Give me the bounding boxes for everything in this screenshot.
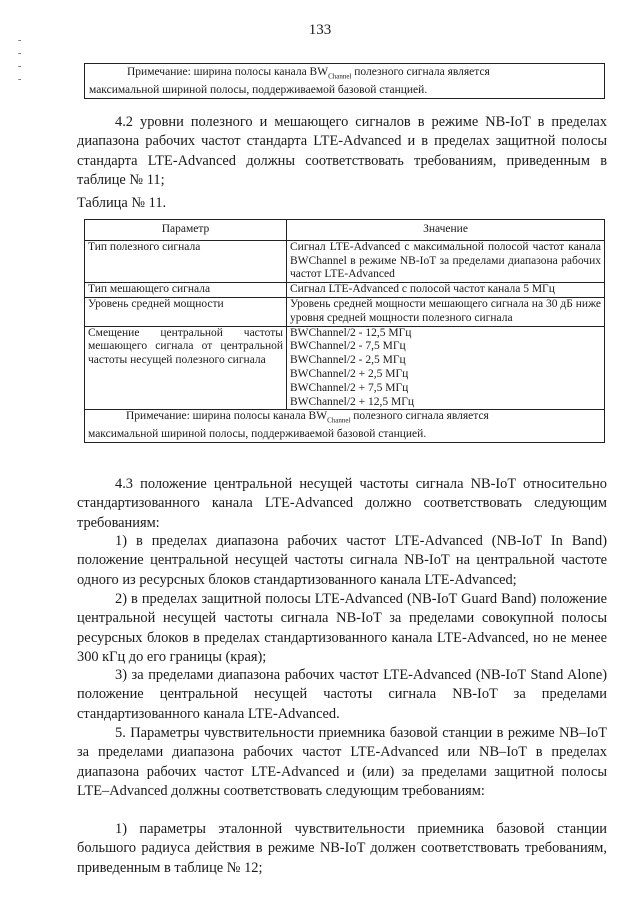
table-note <box>85 410 605 443</box>
paragraph-4-3: 4.3 положение центральной несущей частоты сигнала NB-IoT относительно стандартизованного канала LTE-Advanced должно соответствовать следующим требованиям: <box>77 476 607 531</box>
table-row <box>85 297 605 326</box>
top-note-box <box>84 63 605 99</box>
table-note-row <box>85 410 605 443</box>
margin-marks <box>18 34 21 86</box>
paragraph-5: 5. Параметры чувствительности приемника базовой станции в режиме NB–IoT за пределами диапазона рабочих частот LTE-Advanced или NB–IoT в пределах диапазона рабочих частот LTE-Advanced и (или) за пределами защитной полосы LTE–Advanced должны соответствовать следующим требованиям: <box>77 725 607 799</box>
header-parameter: Параметр <box>85 220 287 241</box>
margin-mark: - <box>18 74 22 85</box>
table-header-row <box>85 220 605 241</box>
top-note-line2: максимальной шириной полосы, поддерживаемой базовой станцией. <box>89 84 428 97</box>
header-value: Значение <box>287 220 605 241</box>
row-param: Уровень средней мощности <box>85 297 287 326</box>
table-note-line1: Примечание: ширина полосы канала $BW_{Channel}$ полезного сигнала является <box>126 410 489 425</box>
table-caption: Таблица № 11. <box>77 195 167 211</box>
top-note-line1: Примечание: ширина полосы канала $BW_{Channel}$ полезного сигнала является <box>127 66 490 81</box>
paragraph-5-1: 1) параметры эталонной чувствительности приемника базовой станции большого радиуса действия в режиме NB-IoT должен соответствовать требованиям, приведенным в таблице № 12; <box>77 821 607 876</box>
page-number: 133 <box>308 22 332 38</box>
list-item: 1) в пределах диапазона рабочих частот LTE-Advanced (NB-IoT In Band) положение центральной несущей частоты сигнала NB-IoT на центральной частоте одного из ресурсных блоков стандартизованного канала LTE-Advanced; <box>77 533 607 588</box>
row-value: Сигнал LTE-Advanced с максимальной полосой частот канала BWChannel в режиме NB-IoT за пределами диапазона рабочих частот LTE-Advanced <box>287 240 605 282</box>
margin-mark: - <box>18 61 22 72</box>
row-value: Уровень средней мощности мешающего сигнала на 30 дБ ниже уровня средней мощности полезного сигнала <box>287 297 605 326</box>
row-param: Тип мешающего сигнала <box>85 283 287 298</box>
margin-mark: - <box>18 35 22 46</box>
offset-value: BWChannel/2 - 7,5 МГц <box>290 340 406 353</box>
offset-value: BWChannel/2 - 2,5 МГц <box>290 354 406 367</box>
table-row <box>85 283 605 298</box>
table-note-line2: максимальной шириной полосы, поддерживаемой базовой станцией. <box>88 428 427 441</box>
table-11 <box>84 219 605 443</box>
list-item: 2) в пределах защитной полосы LTE-Advanced (NB-IoT Guard Band) положение центральной несущей частоты сигнала NB-IoT за пределами совокупной полосы ресурсных блоков в пределах стандартизованного канала LTE-Advanced, но не менее 300 кГц до его границы (края); <box>77 591 607 665</box>
row-value: Сигнал LTE-Advanced с полосой частот канала 5 МГц <box>287 283 605 298</box>
offset-value: BWChannel/2 - 12,5 МГц <box>290 326 412 339</box>
offset-values <box>287 326 605 410</box>
row-param: Тип полезного сигнала <box>85 240 287 282</box>
table-row <box>85 240 605 282</box>
offset-value: BWChannel/2 + 7,5 МГц <box>290 381 409 394</box>
offset-param: Смещение центральной частоты мешающего сигнала от центральной частоты несущей полезного сигнала <box>85 326 287 410</box>
list-item: 3) за пределами диапазона рабочих частот LTE-Advanced (NB-IoT Stand Alone) положение центральной несущей частоты сигнала NB-IoT за пределами стандартизованного канала LTE-Advanced. <box>77 667 607 722</box>
paragraph-4-2: 4.2 уровни полезного и мешающего сигналов в режиме NB-IoT в пределах диапазона рабочих частот стандарта LTE-Advanced и в пределах защитной полосы стандарта LTE-Advanced должны соответствовать требованиям, приведенным в таблице № 11; <box>77 114 607 188</box>
offset-value: BWChannel/2 + 2,5 МГц <box>290 367 409 380</box>
table-row-offset <box>85 326 605 410</box>
offset-value: BWChannel/2 + 12,5 МГц <box>290 395 415 408</box>
margin-mark: - <box>18 48 22 59</box>
